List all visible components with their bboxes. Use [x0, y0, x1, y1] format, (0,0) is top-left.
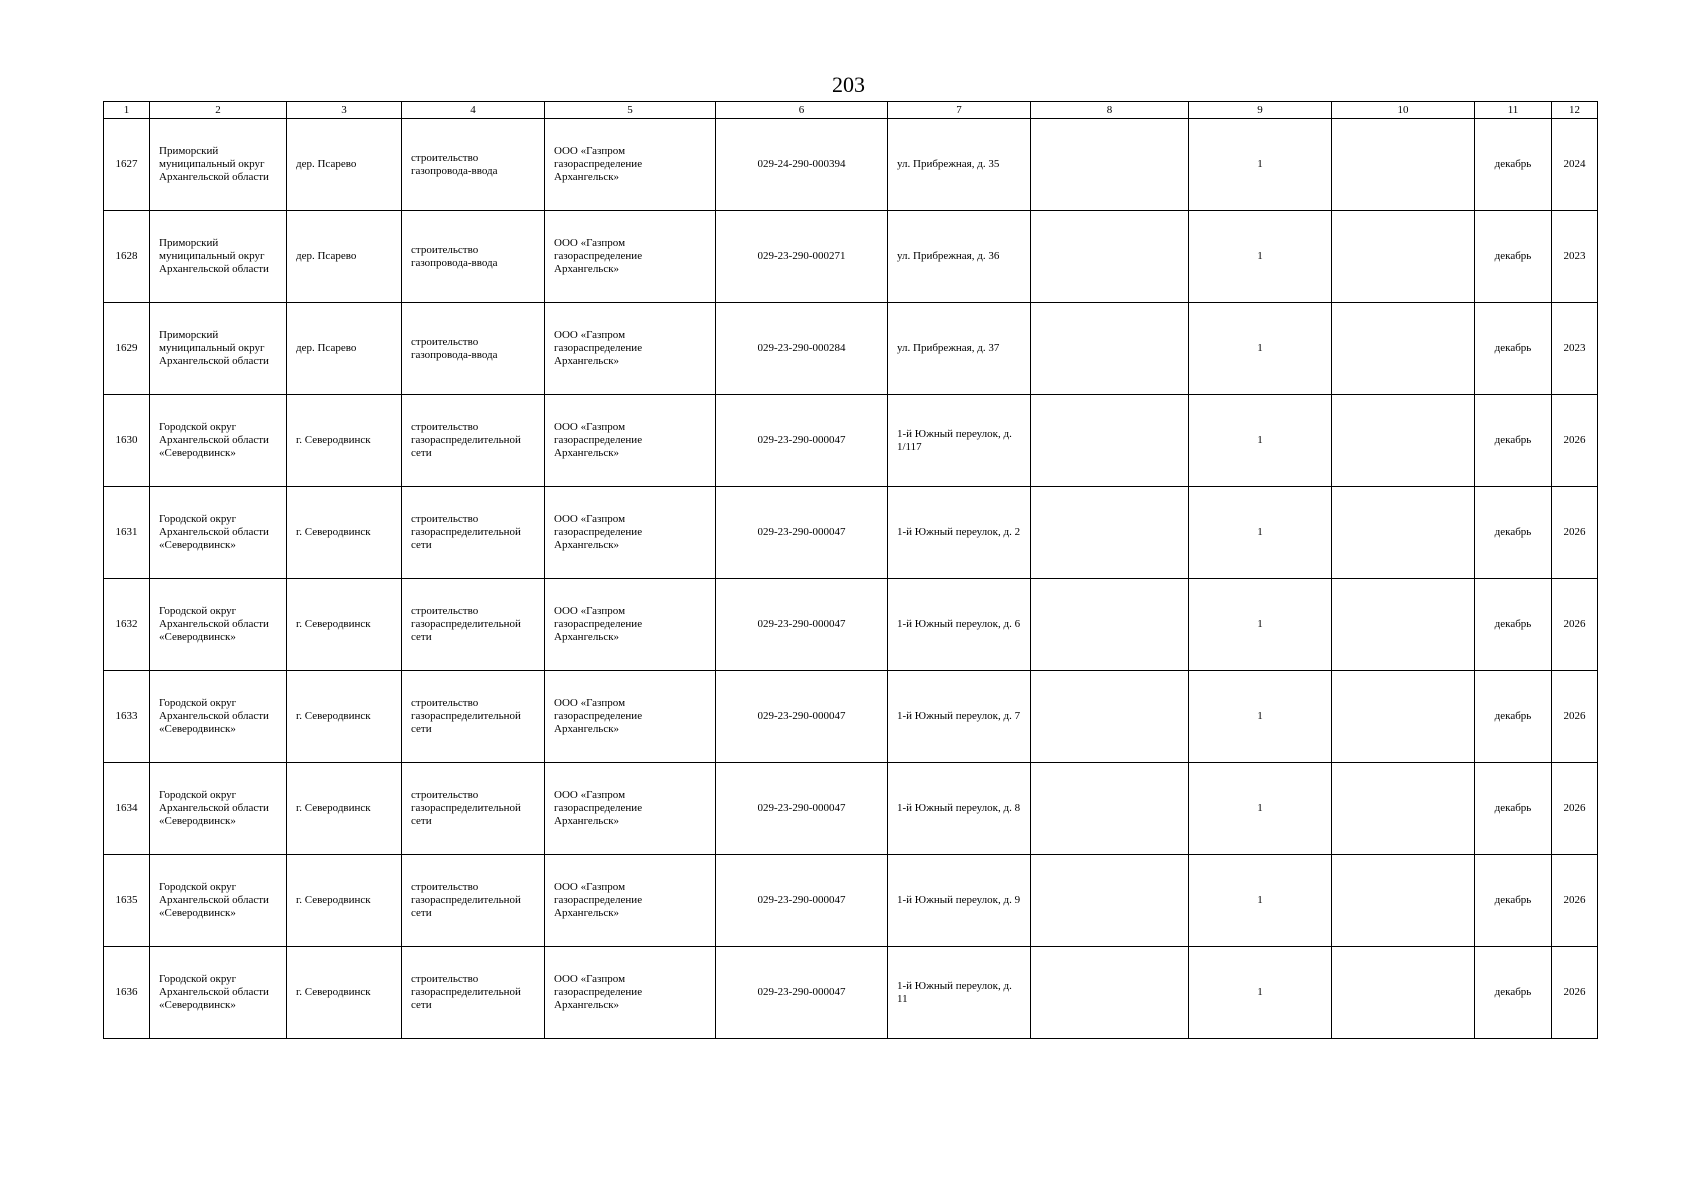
- district-cell: Приморский муниципальный округ Архангельской области: [150, 303, 287, 395]
- organization-cell: ООО «Газпром газораспределение Архангельск»: [545, 671, 716, 763]
- locality-cell: г. Северодвинск: [287, 487, 402, 579]
- locality-cell: г. Северодвинск: [287, 579, 402, 671]
- code-cell: 029-23-290-000047: [716, 855, 888, 947]
- column-header: 8: [1031, 102, 1189, 119]
- column-10-cell: [1332, 671, 1475, 763]
- locality-cell: г. Северодвинск: [287, 763, 402, 855]
- row-number: 1636: [104, 947, 150, 1039]
- organization-cell: ООО «Газпром газораспределение Архангельск»: [545, 303, 716, 395]
- month-cell: декабрь: [1475, 579, 1552, 671]
- address-cell: ул. Прибрежная, д. 36: [888, 211, 1031, 303]
- year-cell: 2026: [1552, 395, 1598, 487]
- column-header: 6: [716, 102, 888, 119]
- organization-cell: ООО «Газпром газораспределение Архангельск»: [545, 487, 716, 579]
- work-cell: строительство газораспределительной сети: [402, 395, 545, 487]
- code-cell: 029-23-290-000047: [716, 763, 888, 855]
- table-row: [104, 579, 1598, 671]
- column-header: 11: [1475, 102, 1552, 119]
- column-header: 7: [888, 102, 1031, 119]
- month-cell: декабрь: [1475, 211, 1552, 303]
- district-cell: Городской округ Архангельской области «Северодвинск»: [150, 947, 287, 1039]
- column-header: 2: [150, 102, 287, 119]
- organization-cell: ООО «Газпром газораспределение Архангельск»: [545, 763, 716, 855]
- locality-cell: дер. Псарево: [287, 119, 402, 211]
- row-number: 1635: [104, 855, 150, 947]
- locality-cell: дер. Псарево: [287, 303, 402, 395]
- district-cell: Приморский муниципальный округ Архангельской области: [150, 211, 287, 303]
- page-number: 203: [832, 72, 865, 97]
- year-cell: 2026: [1552, 947, 1598, 1039]
- address-cell: 1-й Южный переулок, д. 11: [888, 947, 1031, 1039]
- code-cell: 029-23-290-000047: [716, 947, 888, 1039]
- column-10-cell: [1332, 763, 1475, 855]
- column-10-cell: [1332, 947, 1475, 1039]
- table-row: [104, 303, 1598, 395]
- row-number: 1633: [104, 671, 150, 763]
- locality-cell: г. Северодвинск: [287, 947, 402, 1039]
- column-10-cell: [1332, 487, 1475, 579]
- column-9-cell: 1: [1189, 303, 1332, 395]
- address-cell: ул. Прибрежная, д. 35: [888, 119, 1031, 211]
- locality-cell: дер. Псарево: [287, 211, 402, 303]
- month-cell: декабрь: [1475, 763, 1552, 855]
- month-cell: декабрь: [1475, 947, 1552, 1039]
- code-cell: 029-23-290-000047: [716, 671, 888, 763]
- column-10-cell: [1332, 119, 1475, 211]
- table-row: [104, 947, 1598, 1039]
- table-row: [104, 487, 1598, 579]
- district-cell: Городской округ Архангельской области «Северодвинск»: [150, 855, 287, 947]
- column-number-row: [104, 102, 1598, 119]
- year-cell: 2023: [1552, 211, 1598, 303]
- column-8-cell: [1031, 487, 1189, 579]
- address-cell: 1-й Южный переулок, д. 9: [888, 855, 1031, 947]
- code-cell: 029-23-290-000047: [716, 579, 888, 671]
- code-cell: 029-23-290-000047: [716, 487, 888, 579]
- column-9-cell: 1: [1189, 671, 1332, 763]
- column-header: 4: [402, 102, 545, 119]
- column-10-cell: [1332, 211, 1475, 303]
- column-8-cell: [1031, 211, 1189, 303]
- column-9-cell: 1: [1189, 579, 1332, 671]
- year-cell: 2026: [1552, 579, 1598, 671]
- column-10-cell: [1332, 855, 1475, 947]
- row-number: 1627: [104, 119, 150, 211]
- table-row: [104, 395, 1598, 487]
- code-cell: 029-24-290-000394: [716, 119, 888, 211]
- year-cell: 2026: [1552, 671, 1598, 763]
- year-cell: 2024: [1552, 119, 1598, 211]
- locality-cell: г. Северодвинск: [287, 671, 402, 763]
- work-cell: строительство газопровода-ввода: [402, 303, 545, 395]
- month-cell: декабрь: [1475, 487, 1552, 579]
- row-number: 1628: [104, 211, 150, 303]
- organization-cell: ООО «Газпром газораспределение Архангельск»: [545, 119, 716, 211]
- table-row: [104, 855, 1598, 947]
- column-10-cell: [1332, 395, 1475, 487]
- column-8-cell: [1031, 119, 1189, 211]
- column-8-cell: [1031, 855, 1189, 947]
- row-number: 1629: [104, 303, 150, 395]
- column-8-cell: [1031, 763, 1189, 855]
- district-cell: Городской округ Архангельской области «Северодвинск»: [150, 579, 287, 671]
- code-cell: 029-23-290-000271: [716, 211, 888, 303]
- address-cell: 1-й Южный переулок, д. 6: [888, 579, 1031, 671]
- month-cell: декабрь: [1475, 855, 1552, 947]
- work-cell: строительство газораспределительной сети: [402, 947, 545, 1039]
- column-8-cell: [1031, 947, 1189, 1039]
- row-number: 1634: [104, 763, 150, 855]
- district-cell: Городской округ Архангельской области «Северодвинск»: [150, 395, 287, 487]
- district-cell: Городской округ Архангельской области «Северодвинск»: [150, 671, 287, 763]
- organization-cell: ООО «Газпром газораспределение Архангельск»: [545, 855, 716, 947]
- row-number: 1630: [104, 395, 150, 487]
- column-10-cell: [1332, 579, 1475, 671]
- column-header: 5: [545, 102, 716, 119]
- registry-table: [103, 101, 1598, 1039]
- address-cell: 1-й Южный переулок, д. 1/117: [888, 395, 1031, 487]
- column-8-cell: [1031, 579, 1189, 671]
- month-cell: декабрь: [1475, 303, 1552, 395]
- column-8-cell: [1031, 671, 1189, 763]
- organization-cell: ООО «Газпром газораспределение Архангельск»: [545, 211, 716, 303]
- row-number: 1632: [104, 579, 150, 671]
- work-cell: строительство газораспределительной сети: [402, 671, 545, 763]
- table-row: [104, 763, 1598, 855]
- district-cell: Городской округ Архангельской области «Северодвинск»: [150, 487, 287, 579]
- column-8-cell: [1031, 395, 1189, 487]
- locality-cell: г. Северодвинск: [287, 395, 402, 487]
- address-cell: 1-й Южный переулок, д. 2: [888, 487, 1031, 579]
- column-10-cell: [1332, 303, 1475, 395]
- address-cell: ул. Прибрежная, д. 37: [888, 303, 1031, 395]
- work-cell: строительство газопровода-ввода: [402, 119, 545, 211]
- year-cell: 2026: [1552, 855, 1598, 947]
- column-9-cell: 1: [1189, 487, 1332, 579]
- table-row: [104, 119, 1598, 211]
- column-8-cell: [1031, 303, 1189, 395]
- column-header: 3: [287, 102, 402, 119]
- column-header: 10: [1332, 102, 1475, 119]
- month-cell: декабрь: [1475, 671, 1552, 763]
- code-cell: 029-23-290-000047: [716, 395, 888, 487]
- year-cell: 2026: [1552, 763, 1598, 855]
- work-cell: строительство газораспределительной сети: [402, 487, 545, 579]
- row-number: 1631: [104, 487, 150, 579]
- column-9-cell: 1: [1189, 947, 1332, 1039]
- district-cell: Приморский муниципальный округ Архангельской области: [150, 119, 287, 211]
- work-cell: строительство газораспределительной сети: [402, 855, 545, 947]
- column-header: 9: [1189, 102, 1332, 119]
- organization-cell: ООО «Газпром газораспределение Архангельск»: [545, 579, 716, 671]
- organization-cell: ООО «Газпром газораспределение Архангельск»: [545, 947, 716, 1039]
- column-9-cell: 1: [1189, 395, 1332, 487]
- column-9-cell: 1: [1189, 211, 1332, 303]
- organization-cell: ООО «Газпром газораспределение Архангельск»: [545, 395, 716, 487]
- column-9-cell: 1: [1189, 119, 1332, 211]
- column-9-cell: 1: [1189, 763, 1332, 855]
- district-cell: Городской округ Архангельской области «Северодвинск»: [150, 763, 287, 855]
- table-row: [104, 211, 1598, 303]
- work-cell: строительство газопровода-ввода: [402, 211, 545, 303]
- table-row: [104, 671, 1598, 763]
- month-cell: декабрь: [1475, 395, 1552, 487]
- year-cell: 2026: [1552, 487, 1598, 579]
- address-cell: 1-й Южный переулок, д. 7: [888, 671, 1031, 763]
- column-header: 1: [104, 102, 150, 119]
- code-cell: 029-23-290-000284: [716, 303, 888, 395]
- address-cell: 1-й Южный переулок, д. 8: [888, 763, 1031, 855]
- locality-cell: г. Северодвинск: [287, 855, 402, 947]
- column-header: 12: [1552, 102, 1598, 119]
- month-cell: декабрь: [1475, 119, 1552, 211]
- work-cell: строительство газораспределительной сети: [402, 579, 545, 671]
- work-cell: строительство газораспределительной сети: [402, 763, 545, 855]
- column-9-cell: 1: [1189, 855, 1332, 947]
- year-cell: 2023: [1552, 303, 1598, 395]
